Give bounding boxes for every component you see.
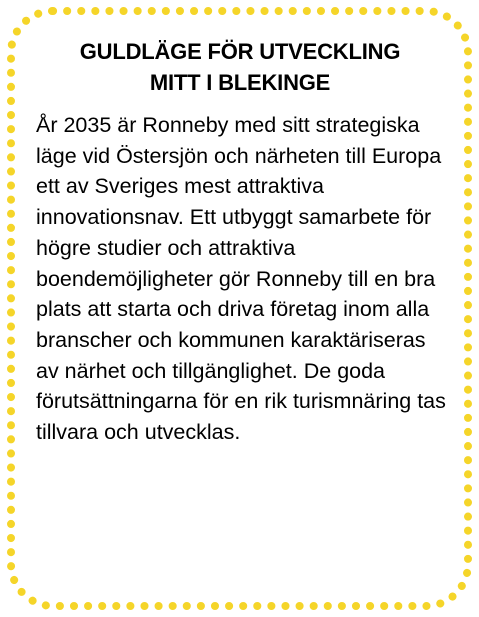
card-body-text: År 2035 är Ronneby med sitt strategiska läge vid Östersjön och närheten till Europa ett av Sveriges mest attraktiva innovationsnav. Ett utbyggt samarbete för högre studier och attraktiva boendemöjligheter gör Ronneby till en bra plats att starta och driva företag inom alla branscher och kommunen karaktäriseras av närhet och tillgänglighet. De goda förutsättningarna för en rik turismnäring tas tillvara och utvecklas. bbox=[36, 113, 446, 445]
card-title-line-2: MITT I BLEKINGE bbox=[149, 70, 331, 95]
text-card bbox=[30, 36, 450, 448]
card-title-line-1: GULDLÄGE FÖR UTVECKLING bbox=[79, 39, 401, 64]
card-title bbox=[30, 36, 450, 98]
